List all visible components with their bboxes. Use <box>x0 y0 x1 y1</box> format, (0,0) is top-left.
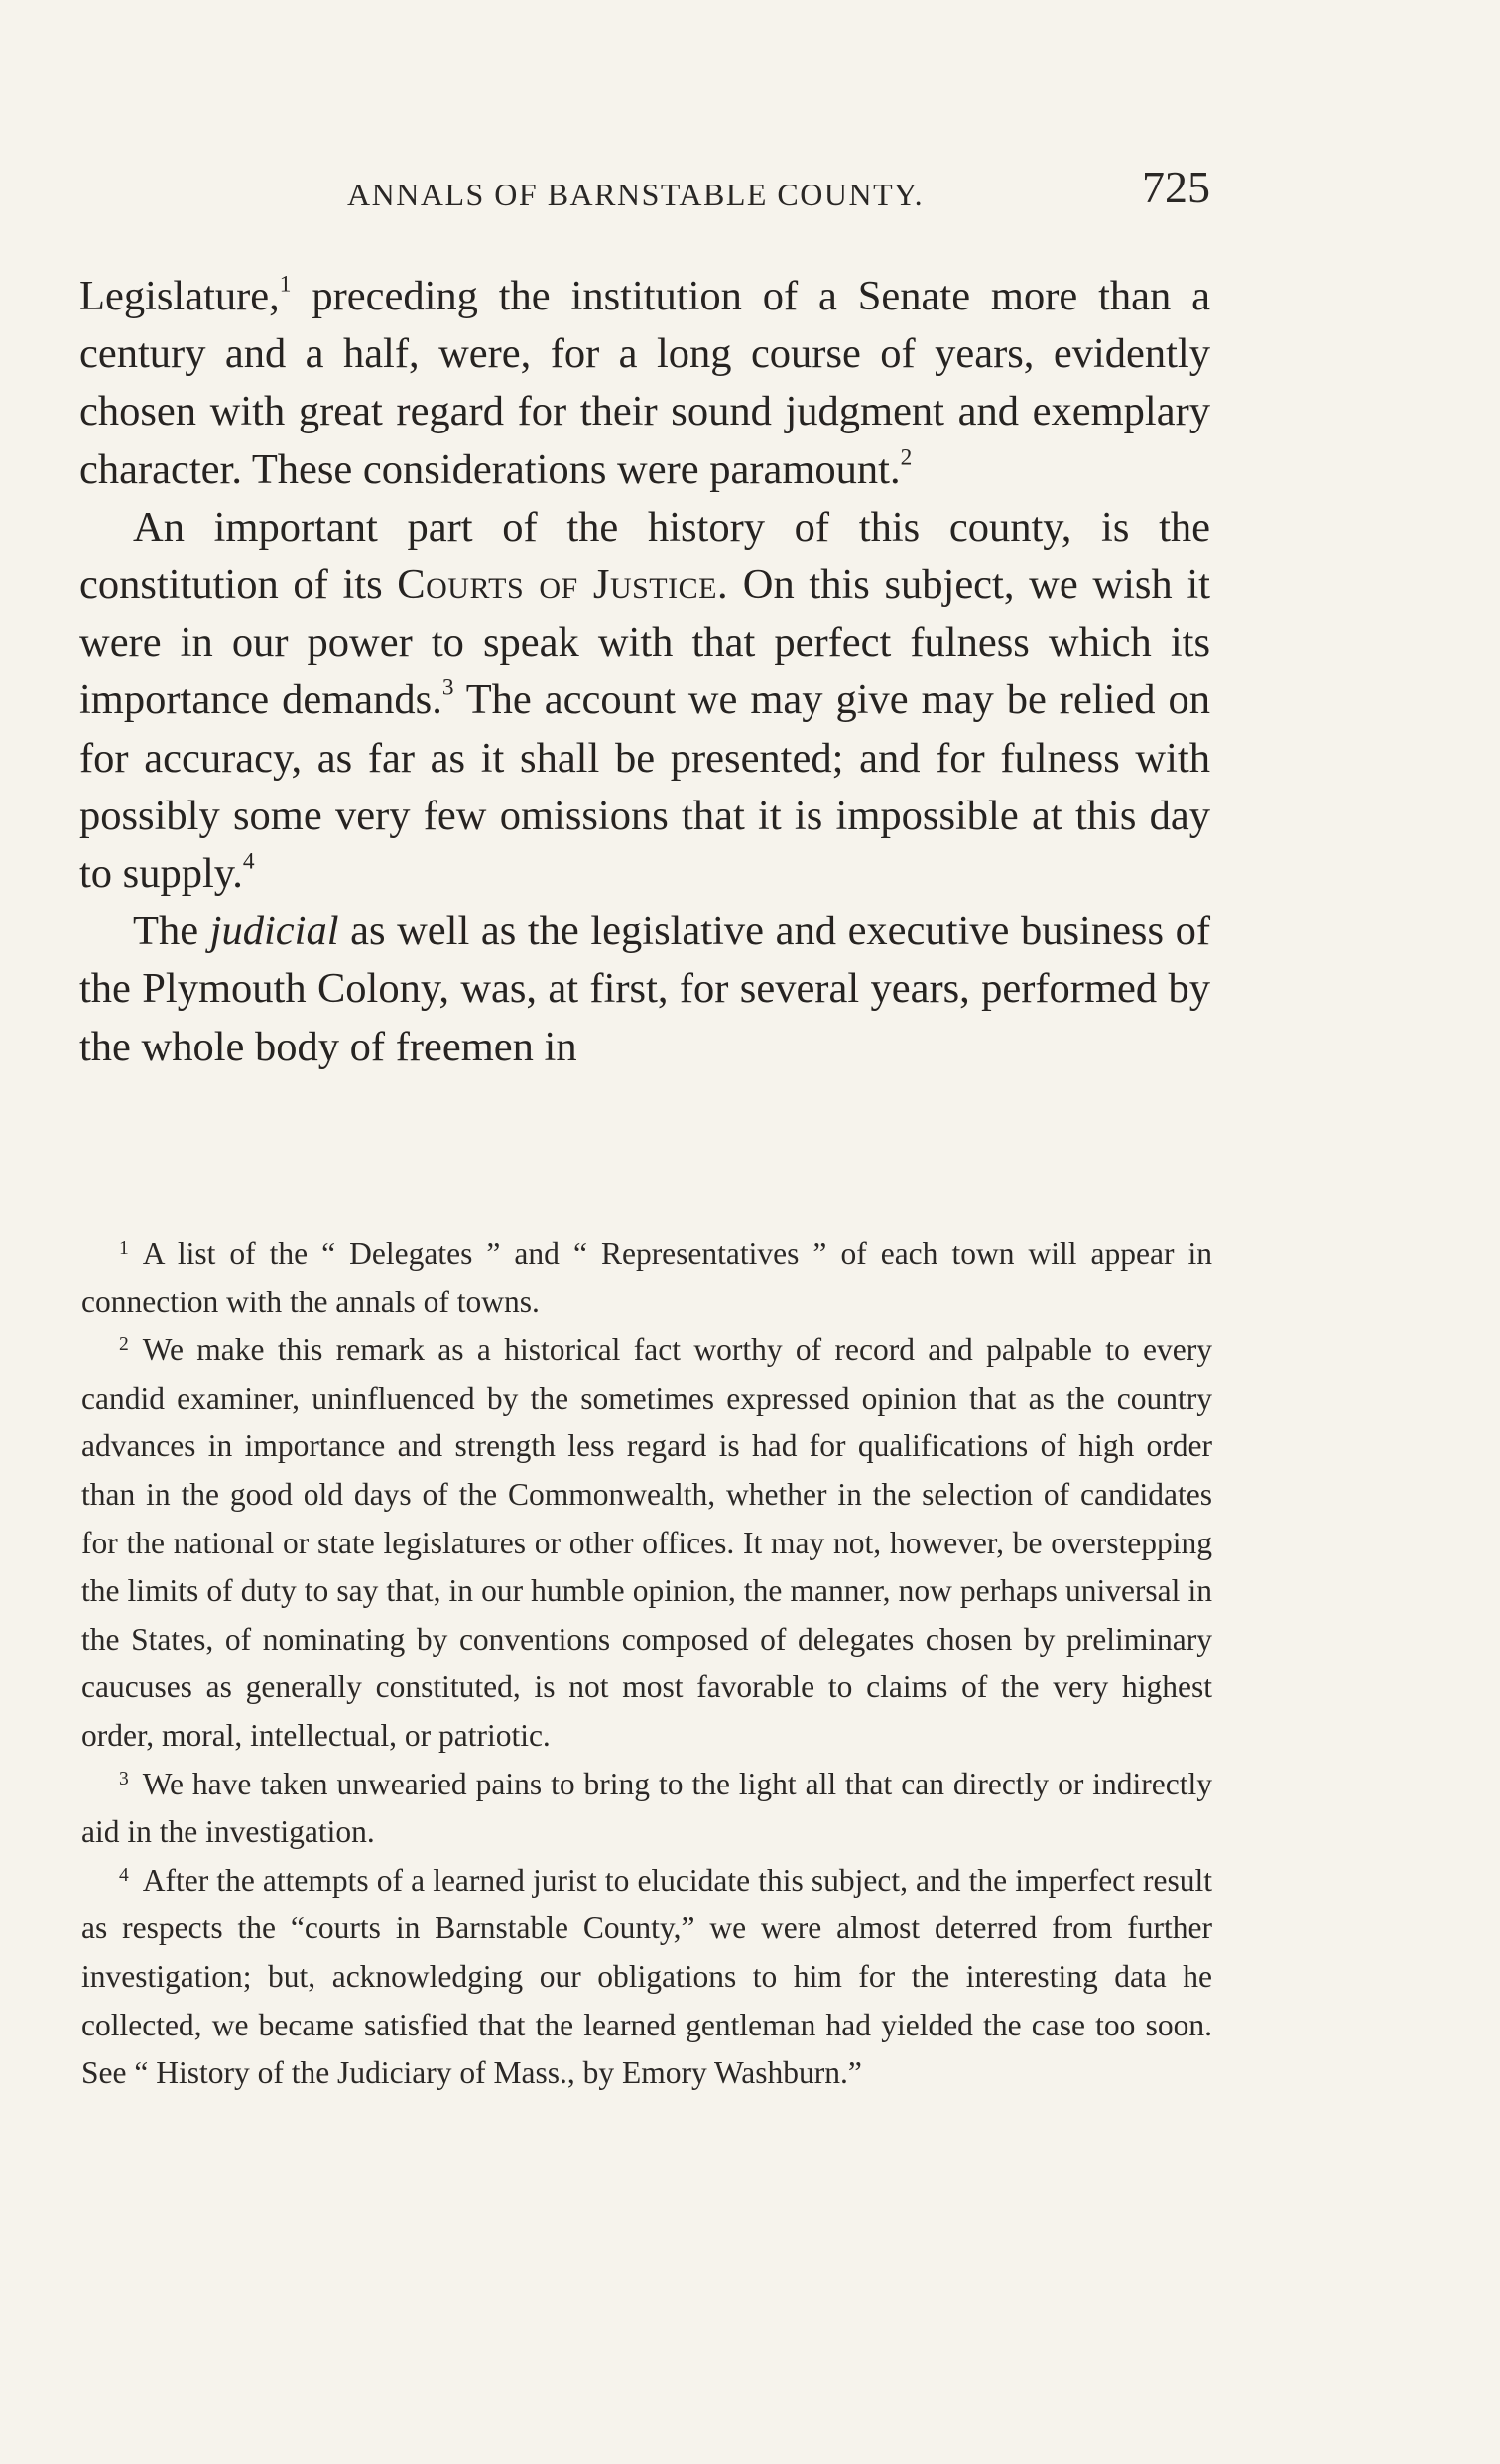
main-text <box>79 268 1210 1076</box>
paragraph-1-text-a: Legislature, <box>79 273 280 319</box>
footnote-mark: 3 <box>119 1768 129 1789</box>
courts-of-justice-heading: Courts of Justice. <box>397 561 729 609</box>
footnote-text: We have taken unwearied pains to bring to the light all that can directly or indirectly aid in the investigation. <box>81 1766 1212 1850</box>
paragraph-2-text-c: The account we may give may be relied on for accuracy, as far as it shall be presented; and for fulness with possibly some very few omissions that it is impossible at this day to supply. <box>79 677 1210 898</box>
page-header <box>79 162 1210 228</box>
footnote-2 <box>81 1326 1212 1760</box>
footnote-1 <box>81 1230 1212 1326</box>
paragraph-1-text-b: preceding the institution of a Senate more than a century and a half, were, for a long course of years, evidently chosen with great regard for their sound judgment and exemplary character. These considerations were paramount. <box>79 273 1210 493</box>
footnote-mark: 2 <box>119 1334 129 1356</box>
footnote-text: A list of the “ Delegates ” and “ Representatives ” of each town will appear in connection with the annals of towns. <box>81 1236 1212 1319</box>
footnote-ref-2: 2 <box>900 443 913 470</box>
judicial-emphasis: judicial <box>209 908 339 955</box>
paragraph-3-text-b: as well as the legislative and executive business of the Plymouth Colony, was, at first, for several years, performed by the whole body of freemen in <box>79 908 1210 1070</box>
paragraph-3-text-a: The <box>133 908 210 955</box>
footnote-mark: 1 <box>119 1238 129 1260</box>
footnote-mark: 4 <box>119 1864 129 1886</box>
footnote-text: After the attempts of a learned jurist to elucidate this subject, and the imperfect result as respects the “courts in Barnstable County,” we were almost deterred from further investigation; but, acknowledging our obligations to him for the interesting data he collected, we became satisfied that the learned gentleman had yielded the case too soon. See “ History of the Judiciary of Mass., by Emory Washburn.” <box>81 1862 1212 2091</box>
footnote-text: We make this remark as a historical fact worthy of record and palpable to every candid examiner, uninfluenced by the sometimes expressed opinion that as the country advances in importance and strength less regard is had for qualifications of high order than in the good old days of the Commonwealth, whether in the selection of candidates for the national or state legislatures or other offices. It may not, however, be overstepping the limits of duty to say that, in our humble opinion, the manner, now perhaps universal in the States, of nominating by conventions composed of delegates chosen by preliminary caucuses as generally constituted, is not most favorable to claims of the very highest order, moral, intellectual, or patriotic. <box>81 1332 1212 1753</box>
footnotes <box>81 1230 1212 2098</box>
footnote-ref-1: 1 <box>279 271 292 298</box>
paragraph-2 <box>79 499 1210 903</box>
footnote-4 <box>81 1857 1212 2098</box>
footnote-ref-4: 4 <box>242 848 255 875</box>
page-number: 725 <box>1142 162 1210 212</box>
paragraph-1 <box>79 268 1210 499</box>
paragraph-2-text-a: An important part of the history of this county, is the constitution of its <box>79 503 1210 609</box>
paragraph-2-text-b: On this subject, we wish it were in our power to speak with that perfect fulness which its importance demands. <box>79 561 1210 724</box>
footnote-3 <box>81 1761 1212 1857</box>
paragraph-3 <box>79 903 1210 1076</box>
running-head: ANNALS OF BARNSTABLE COUNTY. <box>347 177 925 212</box>
footnote-ref-3: 3 <box>441 675 454 701</box>
